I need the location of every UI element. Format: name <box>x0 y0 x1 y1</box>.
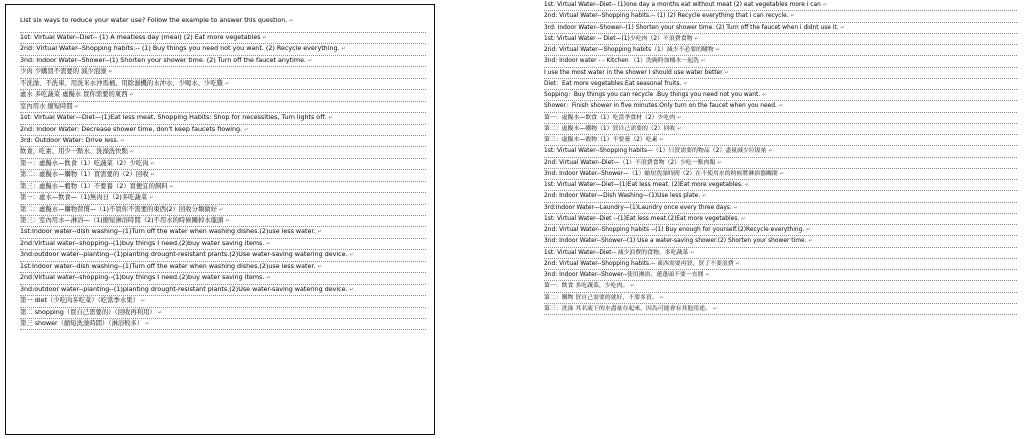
text-line <box>544 191 1017 202</box>
text-line <box>544 203 1017 214</box>
text-line <box>544 56 1017 67</box>
text-line <box>20 227 426 238</box>
line-text: 第一：虛擬水—飲食（1）吃當季食材（2）少吃肉 <box>544 114 676 121</box>
line-text: 1st: Virtual Water--Diet-- 減少浪費的食物、多吃蔬菜 <box>544 249 689 256</box>
line-text: 不洗澡、不洗車、用洗米水沖馬桶、用除濕機的水沖水、少喝水、少吃雞 <box>20 79 224 87</box>
line-text: Shower：Finish shower in five minutes.Only turn on the faucet when you need. <box>544 103 777 110</box>
paragraph-mark-icon: ↵ <box>683 80 688 87</box>
text-line <box>544 90 1017 101</box>
paragraph-mark-icon: ↵ <box>690 249 695 256</box>
paragraph-mark-icon: ↵ <box>712 305 718 312</box>
line-text: 1st: Virtual Water--Shopping habits—（1）只買需要的物品（2）盡量減少垃圾量 <box>544 148 767 155</box>
text-line <box>20 193 426 204</box>
line-text: 3nd:outdoor water--planting--(1)planting drought-resistant plants.(2)Use water-saving watering device. <box>20 251 348 259</box>
line-text: List six ways to reduce your water use? Follow the example to answer this question. <box>20 17 288 24</box>
text-line <box>544 158 1017 169</box>
right-document-page <box>541 0 1017 439</box>
line-text: 1st: Virtual Water--Diet-- (1) A meatless day (meal) (2) Eat more vegetables <box>20 34 261 41</box>
line-text: 2nd:Virtual water--shopping--(1)buy things I need.(2)buy water saving items. <box>20 274 265 282</box>
left-document-page <box>5 4 435 435</box>
paragraph-mark-icon: ↵ <box>219 206 224 213</box>
line-text: 3nd: Indoor Water--Shower--(1) Use a water-saving shower.(2) Shorten your shower time. <box>544 238 807 245</box>
paragraph-mark-icon: ↵ <box>702 193 707 200</box>
text-line <box>544 113 1017 124</box>
text-line <box>20 136 426 147</box>
line-text: 1st: Virtual Water—Diet—(1)Eat less meat, Shopping Habits: Shop for necessities, Turn lights off. <box>20 114 327 122</box>
paragraph-mark-icon: ↵ <box>150 172 155 179</box>
paragraph-mark-icon: ↵ <box>677 114 682 121</box>
text-line <box>20 44 426 55</box>
text-line <box>20 205 426 216</box>
paragraph-mark-icon: ↵ <box>822 2 828 8</box>
line-text: 第三：虛擬水—穀物（1）不要養（2）吃素 <box>544 137 658 143</box>
paragraph-mark-icon: ↵ <box>169 183 174 190</box>
line-text: 第一：飲食 多吃蔬菜，少吃肉。 <box>544 283 629 290</box>
paragraph-mark-icon: ↵ <box>779 170 784 177</box>
text-line <box>20 285 426 296</box>
line-text: 第二 shopping（買自己需要的）（回收再利用） <box>20 308 156 316</box>
text-line <box>20 14 426 33</box>
paragraph-mark-icon: ↵ <box>150 160 155 167</box>
text-line <box>20 262 426 273</box>
paragraph-mark-icon: ↵ <box>630 283 635 290</box>
line-text: 2nd: Indoor Water: Decrease shower time, don't keep faucets flowing. <box>20 125 243 133</box>
text-line <box>544 68 1017 79</box>
line-text: 1st:Indoor water--dish washing--(1)Turn off the water when washing dishes.(2)use less water. <box>20 228 316 236</box>
paragraph-mark-icon: ↵ <box>266 275 271 282</box>
line-text: 第二：購物 買自己需要的就好，不要多買。 <box>544 294 658 301</box>
paragraph-mark-icon: ↵ <box>317 263 322 270</box>
line-text: 第二：虛擬水—購物習慣—（1)不買你不需要的東西(2）回收分類做好 <box>20 205 217 213</box>
paragraph-mark-icon: ↵ <box>108 69 113 76</box>
text-line <box>544 304 1017 315</box>
paragraph-mark-icon: ↵ <box>149 195 154 202</box>
paragraph-mark-icon: ↵ <box>129 92 134 99</box>
line-text: 2nd: Virtual Water--Shopping habits.-- (1) (2) Recycle everything that i can recycle. <box>544 13 789 20</box>
line-text: 第二：虛擬水—購物（1）買需要的（2）回收 <box>20 171 149 179</box>
line-text: 室內用水 縮短時間 <box>20 102 73 110</box>
paragraph-mark-icon: ↵ <box>157 309 162 316</box>
paragraph-mark-icon: ↵ <box>225 80 230 87</box>
paragraph-mark-icon: ↵ <box>659 137 664 143</box>
paragraph-mark-icon: ↵ <box>74 103 79 110</box>
line-text: 3rd: Indoor Water--Shower--(1) Shorten your shower time. (2) Turn off the faucet when i didnt use it. <box>544 24 839 31</box>
line-text: 1st: Virtual Water--Diet --(1)Eat less meat.(2)Eat more vegetables. <box>544 215 740 222</box>
line-text: 3nd: Indoor Water--Shower--(1) Shorten your shower time. (2) Turn off the faucet anytime. <box>20 56 307 64</box>
line-text: 第三：虛擬水—穀物（1）不要養（2）買便宜的飼料 <box>20 182 168 190</box>
line-text: 2nd:Virtual water--shopping--(1)buy things I need.(2)buy water saving items. <box>20 239 265 247</box>
text-line <box>544 225 1017 236</box>
paragraph-mark-icon: ↵ <box>341 46 346 53</box>
paragraph-mark-icon: ↵ <box>244 126 249 133</box>
text-line <box>544 23 1017 34</box>
paragraph-mark-icon: ↵ <box>840 24 845 31</box>
paragraph-mark-icon: ↵ <box>349 286 354 293</box>
line-text: 1st:Indoor water--dish washing--(1)Turn off the water when washing dishes.(2)use less water. <box>20 262 316 270</box>
text-line <box>544 236 1017 247</box>
line-text: 虛水 多吃蔬菜 虛擬水 買你需要的東西 <box>20 91 128 99</box>
paragraph-mark-icon: ↵ <box>120 137 125 144</box>
line-text: 3nd:outdoor water--planting--(1)planting drought-resistant plants.(2)Use water-saving watering device. <box>20 285 348 293</box>
line-text: 第二：虛擬水—購物（1）買自己需要的（2）回收 <box>544 125 676 132</box>
line-text: 1st: Virtual Water—Diet—(1)Eat less meat. (2)Eat more vegetables. <box>544 182 743 188</box>
paragraph-mark-icon: ↵ <box>349 252 354 259</box>
text-line <box>544 101 1017 112</box>
line-text: 2nd: Virtual Water--Shopping habits.-- (1) Buy things you need not you want. (2) Recycle everything. <box>20 45 340 53</box>
paragraph-mark-icon: ↵ <box>701 58 706 65</box>
line-text: Sopping：Buy things you can recycle .Buy things you need not you want. <box>544 92 761 98</box>
text-line <box>20 33 426 44</box>
line-text: 1st: Virtual Water -- Diet—(1)少吃肉（2）不浪費食物 <box>544 35 693 42</box>
line-text: 3nd: Indoor Water--Shower--使用淋浴、蓮蓬頭不要一直開 <box>544 272 704 278</box>
paragraph-mark-icon: ↵ <box>225 218 230 224</box>
paragraph-mark-icon: ↵ <box>715 47 720 53</box>
text-line <box>20 319 426 330</box>
text-line <box>20 170 426 181</box>
text-line <box>544 248 1017 259</box>
paragraph-mark-icon: ↵ <box>790 13 795 20</box>
text-line <box>20 239 426 250</box>
text-line <box>544 259 1017 270</box>
text-line <box>20 250 426 261</box>
line-text: 2nd: Indoor Water—Dish Washing—(1)Use less plate. <box>544 193 701 200</box>
text-line <box>544 124 1017 135</box>
text-line <box>20 67 426 78</box>
text-line <box>20 147 426 158</box>
text-line <box>544 214 1017 225</box>
text-line <box>544 293 1017 304</box>
line-text: 飲食，吃素、用少一點水、洗澡洗快點 <box>20 148 128 156</box>
line-text: Diet：Eat more vegetables.Eat seasonal fruits. <box>544 80 682 87</box>
line-text: I use the most water in the shower I should use water better <box>544 69 723 76</box>
text-line <box>20 102 426 113</box>
text-line <box>20 159 426 170</box>
line-text: 少肉 少購買不需要的 減少泡澡 <box>20 68 107 76</box>
text-line <box>20 296 426 307</box>
line-text: 3nd: Indoor Water--Shower—（1）縮短洗澡時間（2）在不使用水的時候將淋浴器關閉 <box>544 170 778 177</box>
paragraph-mark-icon: ↵ <box>741 215 746 222</box>
paragraph-mark-icon: ↵ <box>328 115 333 122</box>
paragraph-mark-icon: ↵ <box>140 298 146 305</box>
paragraph-mark-icon: ↵ <box>129 149 135 156</box>
paragraph-mark-icon: ↵ <box>266 240 271 247</box>
paragraph-mark-icon: ↵ <box>778 103 784 110</box>
text-line <box>20 308 426 319</box>
paragraph-mark-icon: ↵ <box>733 204 738 211</box>
text-line <box>20 182 426 193</box>
text-line <box>544 0 1017 11</box>
text-line <box>20 113 426 124</box>
paragraph-mark-icon: ↵ <box>677 125 682 132</box>
text-line <box>20 56 426 67</box>
text-line <box>20 273 426 284</box>
paragraph-mark-icon: ↵ <box>724 69 729 76</box>
line-text: 2nd: Virtual Water--Shopping habits --(1) Buy enough for yourself.(2)Recycle everything. <box>544 227 805 233</box>
text-line <box>544 180 1017 191</box>
text-line <box>544 34 1017 45</box>
line-text: 第一 diet（少吃肉多吃菜）（吃當季水果） <box>20 297 139 305</box>
line-text: 第三 shower（縮短洗澡時間）（淋浴較多） <box>20 319 144 327</box>
text-line <box>544 146 1017 157</box>
paragraph-mark-icon: ↵ <box>317 229 322 236</box>
line-text: 第三：室內用水—淋浴—（1)縮短淋浴時間（2)不用水的時候關掉水龍頭 <box>20 217 224 224</box>
line-text: 1st: Virtual Water--Diet-- (1)one day a months eat without meat (2) eat vegetables more i can <box>544 2 821 8</box>
text-line <box>20 125 426 136</box>
text-line <box>20 90 426 101</box>
line-text: 2nd: Virtual Water--Shopping habits.-- 東西需要再買，買了不要浪費 <box>544 260 734 267</box>
text-line <box>544 169 1017 180</box>
paragraph-mark-icon: ↵ <box>768 148 773 155</box>
line-text: 第一：虛水—飲食—（1)無肉日（2)多吃蔬菜 <box>20 194 148 202</box>
paragraph-mark-icon: ↵ <box>806 227 811 233</box>
paragraph-mark-icon: ↵ <box>308 57 313 64</box>
text-line <box>544 11 1017 22</box>
text-line <box>544 79 1017 90</box>
text-line <box>544 270 1017 281</box>
paragraph-mark-icon: ↵ <box>808 238 813 245</box>
line-text: 第一：虛擬水—飲食（1）吃蔬菜（2）少吃肉 <box>20 159 149 167</box>
paragraph-mark-icon: ↵ <box>289 18 294 24</box>
line-text: 3rd:Indoor Water—Laundry—(1)Laundry once every three days. <box>544 204 732 211</box>
text-line <box>544 281 1017 292</box>
paragraph-mark-icon: ↵ <box>705 272 710 278</box>
paragraph-mark-icon: ↵ <box>145 320 150 327</box>
line-text: 第三：洗澡 其名流下的水盡量存起來，因為可能會有其他用途。 <box>544 305 711 312</box>
paragraph-mark-icon: ↵ <box>735 260 740 267</box>
paragraph-mark-icon: ↵ <box>717 159 722 166</box>
paragraph-mark-icon: ↵ <box>262 35 267 41</box>
line-text: 2nd: Virtual Water—Shopping habits（1）減少不必要的購物 <box>544 47 714 53</box>
text-line <box>20 79 426 90</box>
text-line <box>20 216 426 227</box>
paragraph-mark-icon: ↵ <box>659 294 664 301</box>
text-line <box>544 45 1017 56</box>
line-text: 3rd: Outdoor Water: Drive less. <box>20 136 119 144</box>
text-line <box>544 135 1017 146</box>
paragraph-mark-icon: ↵ <box>762 92 767 98</box>
paragraph-mark-icon: ↵ <box>744 182 750 188</box>
paragraph-mark-icon: ↵ <box>694 35 699 42</box>
line-text: 3nd: Indoor water - - Kitchen （1）洗碗時加桶水一起洗 <box>544 58 699 65</box>
line-text: 2nd: Virtual Water--Diet—（1）不浪費食物（2）少吃一點肉類 <box>544 159 716 166</box>
